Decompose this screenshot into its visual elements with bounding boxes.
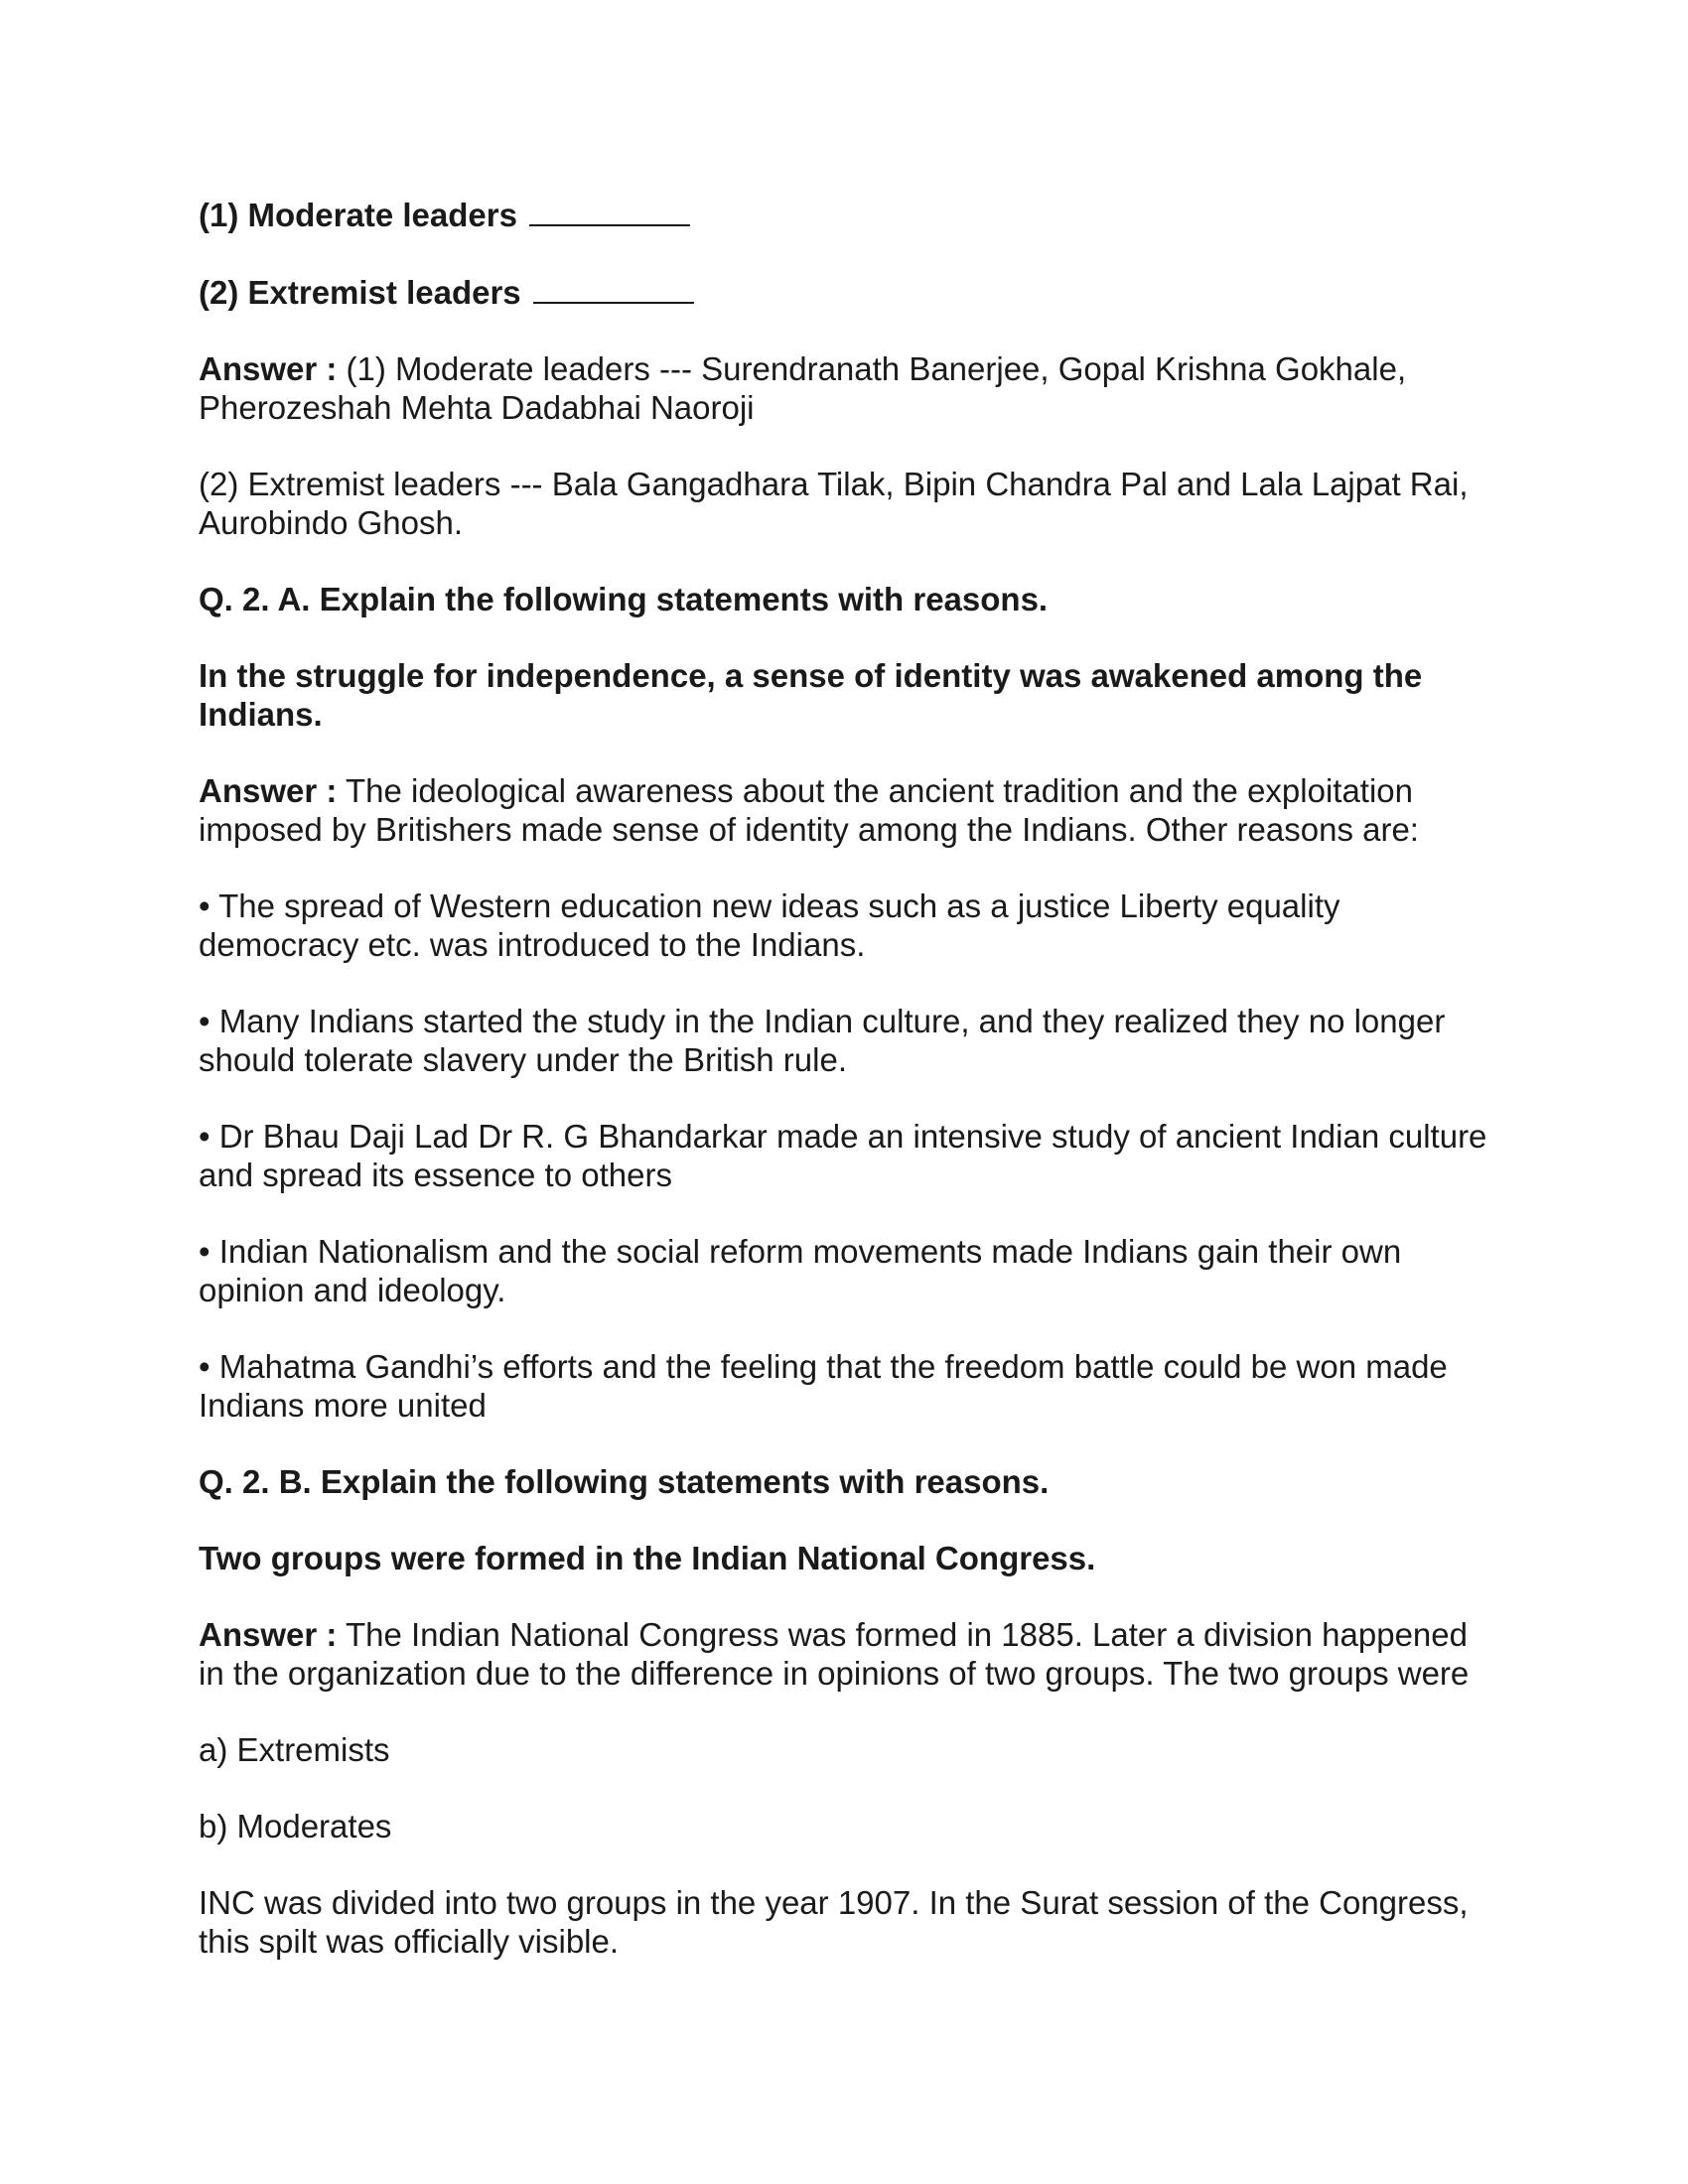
q2b-statement: Two groups were formed in the Indian National Congress. [199, 1540, 1096, 1576]
q2b-answer [199, 1615, 1499, 1693]
blank-line-1 [529, 195, 690, 226]
q2a-statement: In the struggle for independence, a sense of identity was awakened among the Indians. [199, 657, 1423, 733]
fill-blank-label-2: (2) Extremist leaders [199, 274, 521, 311]
document-page [199, 195, 1499, 1998]
blank-line-2 [533, 272, 694, 304]
q2b-heading: Q. 2. B. Explain the following statements with reasons. [199, 1463, 1050, 1500]
bullet-item: • Many Indians started the study in the Indian culture, and they realized they no longer should tolerate slavery under the British rule. [199, 1003, 1446, 1078]
fill-blank-label-1: (1) Moderate leaders [199, 197, 517, 233]
answer-text: The Indian National Congress was formed in 1885. Later a division happened in the organization due to the difference in opinions of two groups. The two groups were [199, 1616, 1470, 1692]
answer-1-part-2: (2) Extremist leaders --- Bala Gangadhara Tilak, Bipin Chandra Pal and Lala Lajpat Rai, Aurobindo Ghosh. [199, 466, 1469, 541]
bullet-item: • Indian Nationalism and the social reform movements made Indians gain their own opinion and ideology. [199, 1233, 1402, 1308]
fill-blank-item-2 [199, 272, 1499, 312]
option-item: b) Moderates [199, 1808, 392, 1844]
bullet-item: • Dr Bhau Daji Lad Dr R. G Bhandarkar made an intensive study of ancient Indian culture and spread its essence to others [199, 1118, 1487, 1193]
q2b-closing: INC was divided into two groups in the year 1907. In the Surat session of the Congress, this spilt was officially visible. [199, 1884, 1469, 1960]
answer-label: Answer : [199, 772, 338, 809]
option-item: a) Extremists [199, 1731, 390, 1768]
answer-label: Answer : [199, 350, 338, 387]
q2a-heading: Q. 2. A. Explain the following statements with reasons. [199, 581, 1049, 617]
q2a-answer [199, 771, 1499, 849]
answer-text: The ideological awareness about the ancient tradition and the exploitation imposed by Britishers made sense of identity among the Indians. Other reasons are: [199, 772, 1419, 848]
answer-text: (1) Moderate leaders --- Surendranath Banerjee, Gopal Krishna Gokhale, Pherozeshah Mehta Dadabhai Naoroji [199, 350, 1407, 426]
bullet-item: • Mahatma Gandhi’s efforts and the feeling that the freedom battle could be won made Indians more united [199, 1348, 1448, 1424]
bullet-item: • The spread of Western education new ideas such as a justice Liberty equality democracy etc. was introduced to the Indians. [199, 887, 1340, 963]
answer-1-part-1 [199, 349, 1499, 427]
answer-label: Answer : [199, 1616, 338, 1653]
fill-blank-item-1 [199, 195, 1499, 234]
